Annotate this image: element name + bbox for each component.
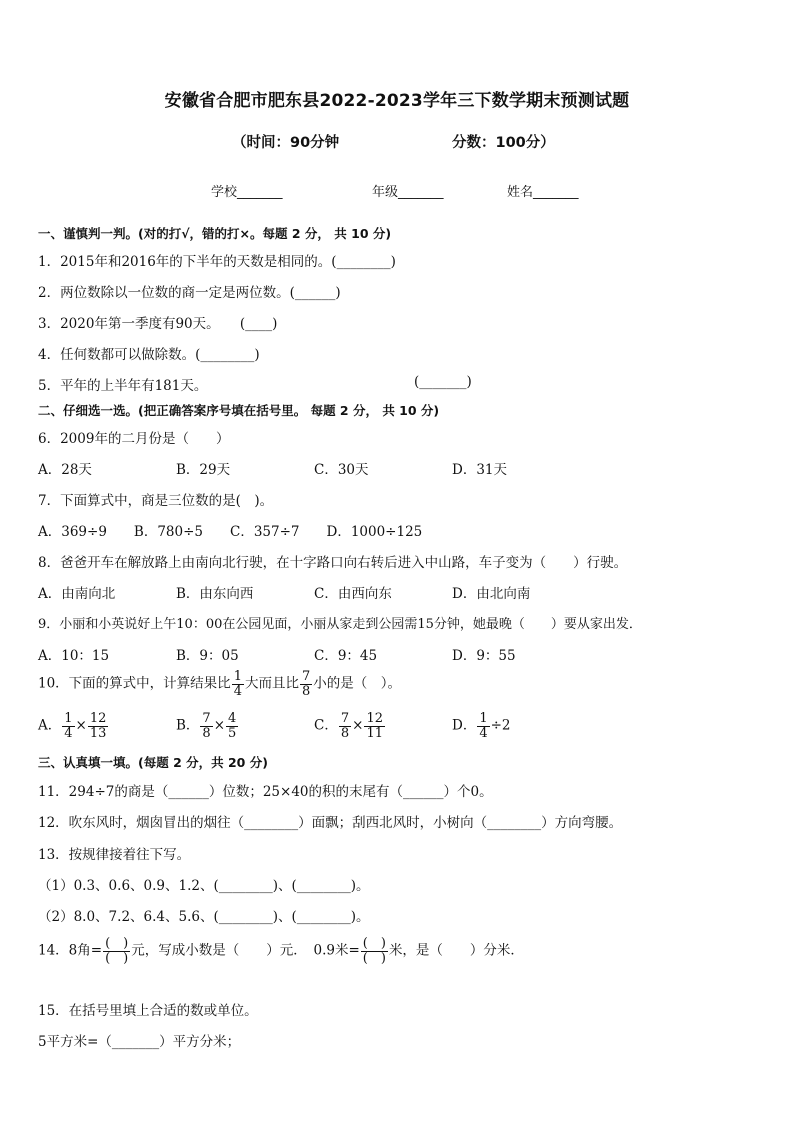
q8-option-c: C．由西向东: [314, 586, 392, 602]
question-5: 5．平年的上半年有181天。: [38, 378, 208, 394]
section-2-heading: 二、仔细选一选。(把正确答案序号填在括号里。 每题 2 分， 共 10 分): [38, 403, 440, 418]
question-13-1: （1）0.3、0.6、0.9、1.2、(________)、(________)。: [38, 878, 370, 894]
q7-options: A．369÷9 B．780÷5 C．357÷7 D．1000÷125: [38, 524, 423, 540]
q6-option-c: C．30天: [314, 462, 369, 478]
question-5-blank: (_______): [414, 374, 472, 390]
grade-field: 年级_______: [372, 185, 444, 200]
question-3: 3．2020年第一季度有90天。 (____): [38, 316, 278, 332]
q8-option-a: A．由南向北: [38, 586, 116, 602]
question-15-1: 5平方米=（_______）平方分米；: [38, 1034, 241, 1050]
question-11: 11．294÷7的商是（______）位数；25×40的积的末尾有（______）个0。: [38, 784, 493, 800]
q10-option-c: C． $\frac{7}{8}$ × $\frac{12}{11}$: [314, 711, 383, 741]
q9-option-a: A．10：15: [38, 648, 110, 664]
fraction-blank-1: $\frac{( )}{( )}$: [105, 936, 129, 966]
fraction-seven-eighths: $\frac{7}{8}$: [301, 669, 311, 699]
question-14: 14．8角= $\frac{( )}{( )}$ 元，写成小数是（ ）元． 0.9米= $\frac{( )}{( )}$ 米，是（ ）分米．: [38, 936, 524, 966]
exam-score: 分数：100分）: [452, 135, 555, 151]
q6-option-b: B．29天: [176, 462, 231, 478]
q10-text-mid: 大而且比: [244, 675, 299, 692]
q9-option-b: B．9：05: [176, 648, 239, 664]
q10-option-a: A． $\frac{1}{4}$ × $\frac{12}{13}$: [38, 711, 107, 741]
q10-option-b: B． $\frac{7}{8}$ × $\frac{4}{5}$: [176, 711, 237, 741]
question-13: 13．按规律接着往下写。: [38, 847, 191, 863]
q6-option-a: A．28天: [38, 462, 92, 478]
q10-text-pre: 10．下面的算式中，计算结果比: [38, 675, 231, 692]
question-6: 6．2009年的二月份是（ ）: [38, 431, 230, 447]
q8-option-d: D．由北向南: [452, 586, 531, 602]
school-field: 学校_______: [211, 185, 283, 200]
question-15: 15．在括号里填上合适的数或单位。: [38, 1003, 258, 1019]
question-12: 12．吹东风时，烟囱冒出的烟往（________）面飘；刮西北风时，小树向（________）方向弯腰。: [38, 815, 623, 831]
q10-text-post: 小的是（ ）。: [313, 675, 401, 692]
question-8: 8．爸爸开车在解放路上由南向北行驶，在十字路口向右转后进入中山路，车子变为（ ）行驶。: [38, 555, 628, 571]
q9-option-c: C．9：45: [314, 648, 378, 664]
section-3-heading: 三、认真填一填。(每题 2 分，共 20 分): [38, 755, 268, 770]
question-1: 1．2015年和2016年的下半年的天数是相同的。(________): [38, 254, 396, 270]
question-2: 2．两位数除以一位数的商一定是两位数。(______): [38, 285, 341, 301]
question-9: 9．小丽和小英说好上午10：00在公园见面，小丽从家走到公园需15分钟，她最晚（ ）要从家出发．: [38, 617, 642, 632]
fraction-one-quarter: $\frac{1}{4}$: [233, 669, 242, 699]
q10-option-d: D． $\frac{1}{4}$ ÷2: [452, 711, 511, 741]
q9-option-d: D．9：55: [452, 648, 516, 664]
question-13-2: （2）8.0、7.2、6.4、5.6、(________)、(________)。: [38, 909, 370, 925]
name-field: 姓名_______: [507, 185, 579, 200]
exam-time: （时间：90分钟: [232, 135, 340, 151]
fraction-blank-2: $\frac{( )}{( )}$: [362, 936, 386, 966]
q8-option-b: B．由东向西: [176, 586, 254, 602]
section-1-heading: 一、谨慎判一判。(对的打√，错的打×。每题 2 分， 共 10 分): [38, 226, 392, 241]
question-10: [38, 670, 401, 698]
question-7: 7．下面算式中，商是三位数的是( )。: [38, 493, 274, 509]
q6-option-d: D．31天: [452, 462, 508, 478]
question-4: 4．任何数都可以做除数。(________): [38, 347, 260, 363]
page-title: 安徽省合肥市肥东县2022-2023学年三下数学期末预测试题: [164, 91, 630, 111]
